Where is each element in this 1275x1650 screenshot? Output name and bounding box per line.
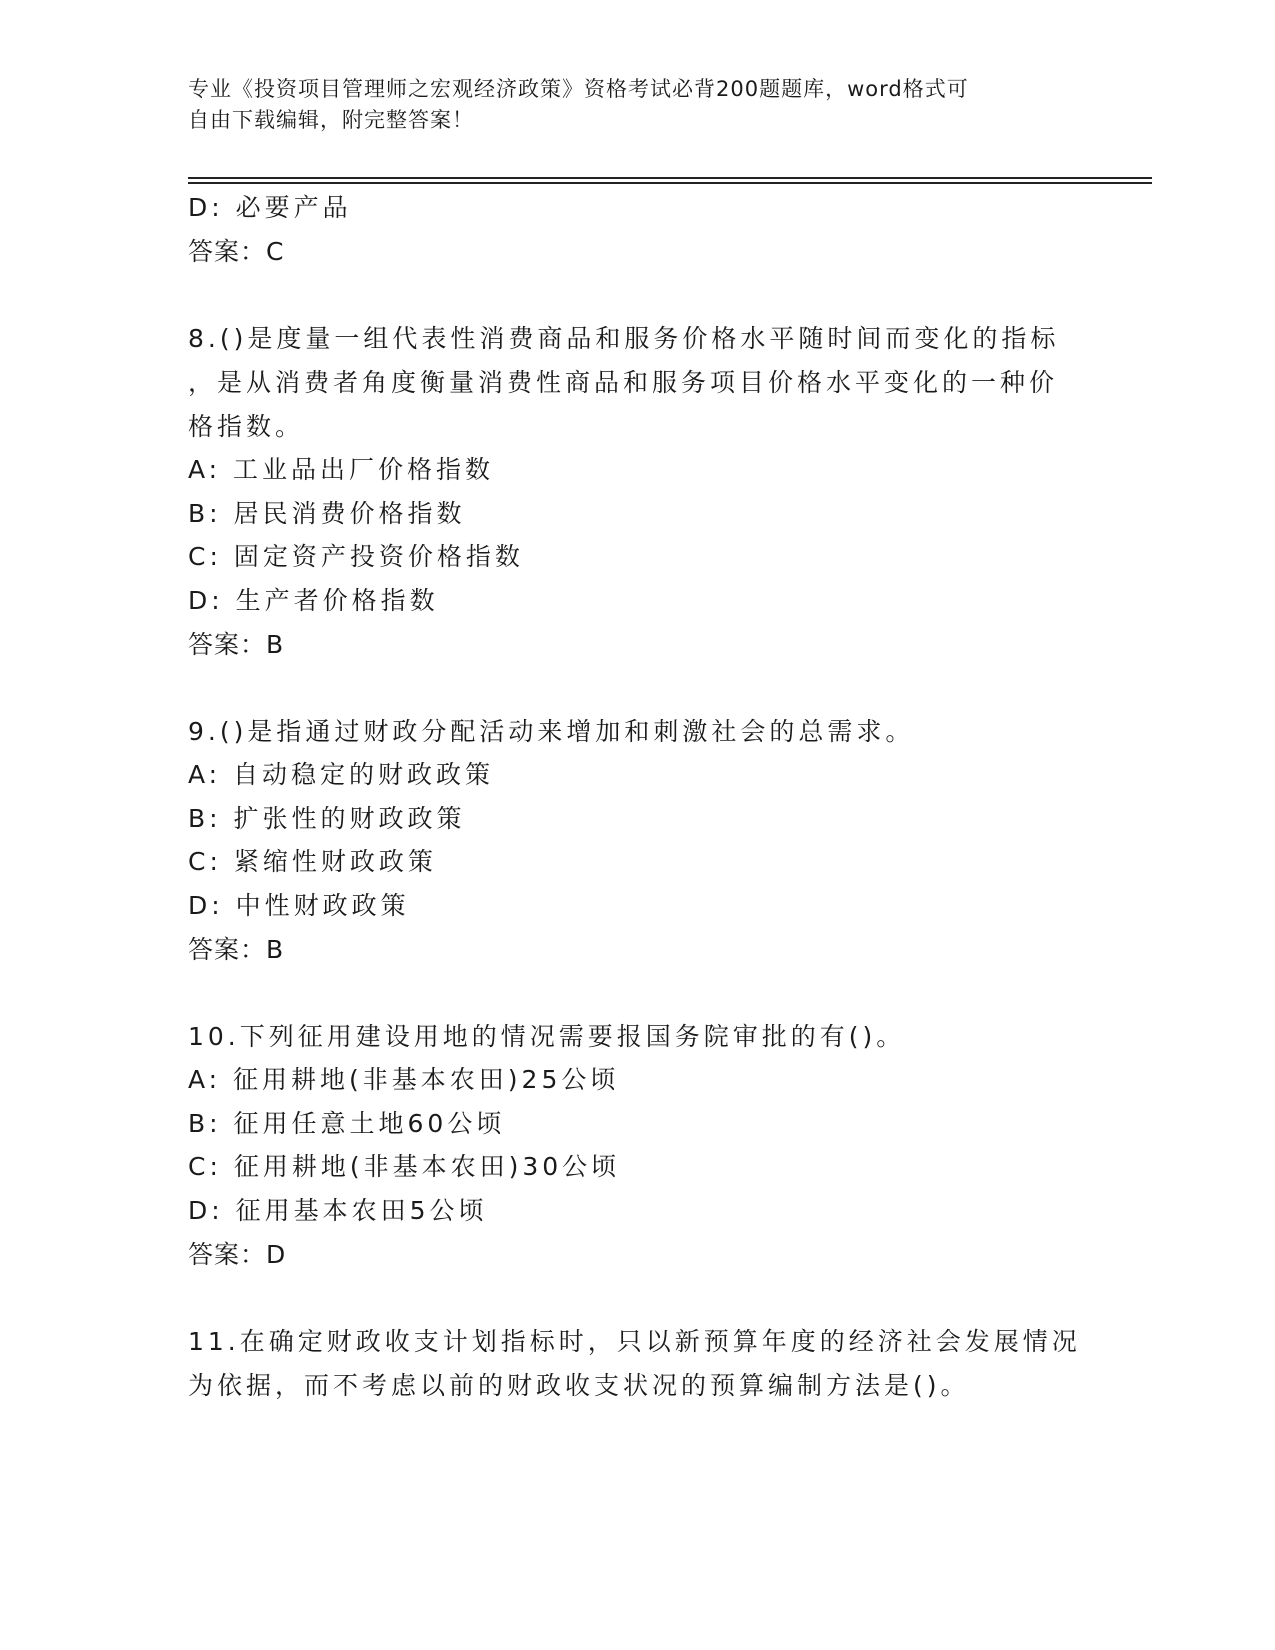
prev-answer: 答案：C xyxy=(188,237,285,266)
q9-option-d: D: 中性财政政策 xyxy=(188,891,410,920)
document-header xyxy=(188,74,1068,136)
header-title-line-2: 自由下载编辑，附完整答案！ xyxy=(188,108,474,132)
q8-stem-line-3: 格指数。 xyxy=(188,412,305,441)
q9-answer: 答案：B xyxy=(188,935,285,964)
q10-option-b: B: 征用任意土地60公顷 xyxy=(188,1109,506,1138)
q8-option-c: C: 固定资产投资价格指数 xyxy=(188,542,524,571)
q9-stem-line-1: 9.()是指通过财政分配活动来增加和刺激社会的总需求。 xyxy=(188,717,915,746)
q8-stem-line-1: 8.()是度量一组代表性消费商品和服务价格水平随时间而变化的指标 xyxy=(188,324,1060,353)
header-rule-bottom xyxy=(188,182,1152,184)
q8-option-b: B: 居民消费价格指数 xyxy=(188,499,466,528)
q11-stem-line-1: 11.在确定财政收支计划指标时，只以新预算年度的经济社会发展情况 xyxy=(188,1327,1081,1356)
q10-option-d: D: 征用基本农田5公顷 xyxy=(188,1196,488,1225)
q8-answer: 答案：B xyxy=(188,630,285,659)
q8-stem-line-2: ，是从消费者角度衡量消费性商品和服务项目价格水平变化的一种价 xyxy=(188,368,1059,397)
q10-stem-line-1: 10.下列征用建设用地的情况需要报国务院审批的有()。 xyxy=(188,1022,906,1051)
q9-option-b: B: 扩张性的财政政策 xyxy=(188,804,466,833)
q9-option-c: C: 紧缩性财政政策 xyxy=(188,847,437,876)
q9-option-a: A: 自动稳定的财政政策 xyxy=(188,760,495,789)
q8-option-a: A: 工业品出厂价格指数 xyxy=(188,455,495,484)
q10-option-c: C: 征用耕地(非基本农田)30公顷 xyxy=(188,1152,621,1181)
q10-answer: 答案：D xyxy=(188,1240,287,1269)
q11-stem-line-2: 为依据，而不考虑以前的财政收支状况的预算编制方法是()。 xyxy=(188,1371,970,1400)
q8-option-d: D: 生产者价格指数 xyxy=(188,586,439,615)
q10-option-a: A: 征用耕地(非基本农田)25公顷 xyxy=(188,1065,620,1094)
header-rule-top xyxy=(188,177,1152,179)
header-title-line-1: 专业《投资项目管理师之宏观经济政策》资格考试必背200题题库，word格式可 xyxy=(188,77,969,101)
prev-option-d: D: 必要产品 xyxy=(188,193,352,222)
